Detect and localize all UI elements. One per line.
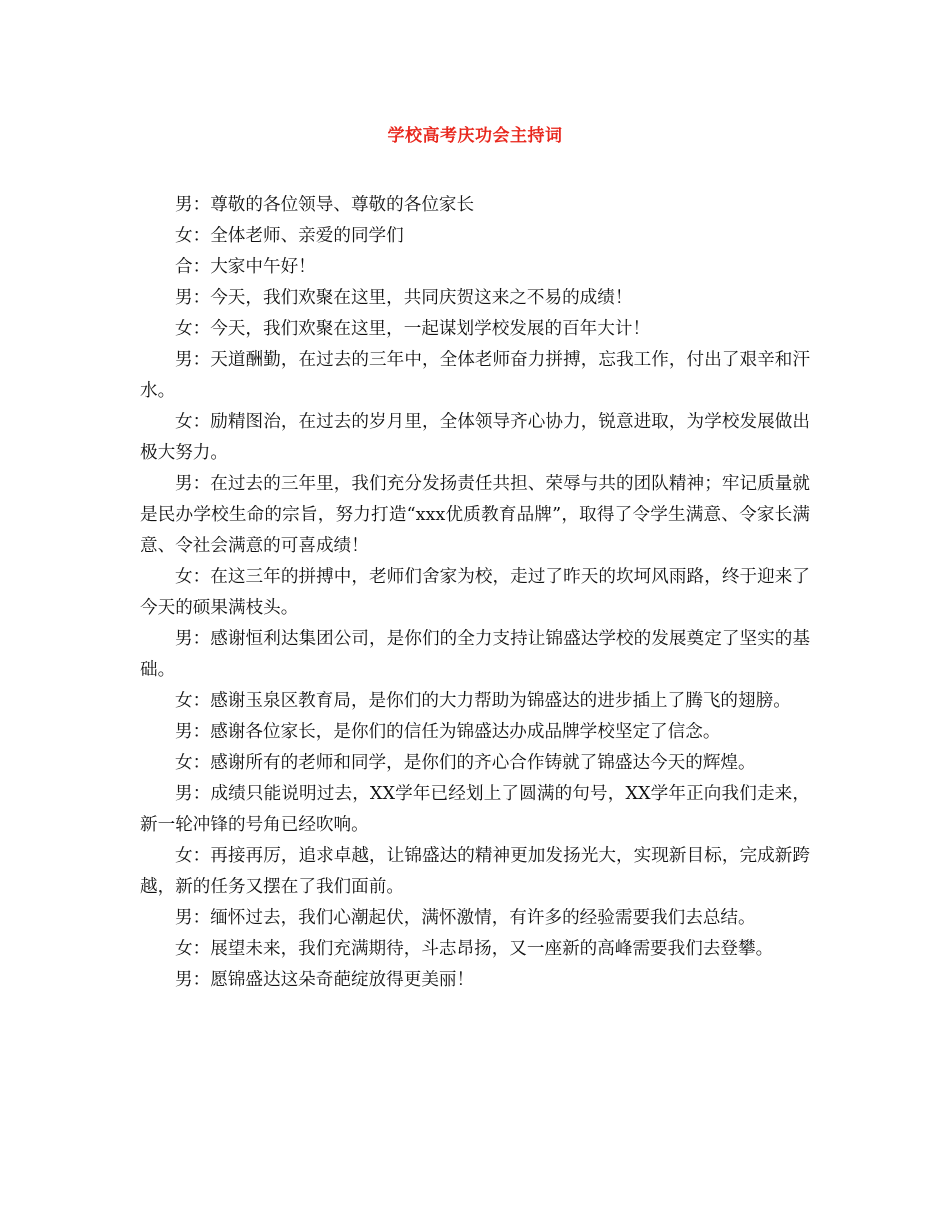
paragraph: 女：全体老师、亲爱的同学们 [175, 226, 404, 246]
paragraph: 女：励精图治，在过去的岁月里，全体领导齐心协力，锐意进取，为学校发展做出极大努力。 [140, 412, 810, 463]
paragraph: 男：天道酬勤，在过去的三年中，全体老师奋力拼搏，忘我工作，付出了艰辛和汗水。 [140, 350, 810, 401]
paragraph: 男：感谢各位家长，是你们的信任为锦盛达办成品牌学校坚定了信念。 [175, 722, 721, 742]
paragraph: 男：尊敬的各位领导、尊敬的各位家长 [175, 195, 475, 215]
paragraph: 女：今天，我们欢聚在这里，一起谋划学校发展的百年大计！ [175, 319, 651, 339]
document-title: 学校高考庆功会主持词 [387, 126, 563, 146]
paragraph: 男：缅怀过去，我们心潮起伏，满怀激情，有许多的经验需要我们去总结。 [175, 908, 756, 928]
document-body [140, 190, 810, 996]
paragraph: 男：感谢恒利达集团公司，是你们的全力支持让锦盛达学校的发展奠定了坚实的基础。 [140, 629, 810, 680]
paragraph: 女：感谢所有的老师和同学，是你们的齐心合作铸就了锦盛达今天的辉煌。 [175, 753, 756, 773]
paragraph: 男：愿锦盛达这朵奇葩绽放得更美丽！ [175, 970, 475, 990]
paragraph: 女：展望未来，我们充满期待，斗志昂扬，又一座新的高峰需要我们去登攀。 [175, 939, 774, 959]
paragraph: 女：感谢玉泉区教育局，是你们的大力帮助为锦盛达的进步插上了腾飞的翅膀。 [175, 691, 791, 711]
paragraph: 合：大家中午好！ [175, 257, 316, 277]
paragraph: 男：成绩只能说明过去，XX学年已经划上了圆满的句号，XX学年正向我们走来，新一轮冲锋的号角已经吹响。 [140, 784, 810, 835]
paragraph: 男：在过去的三年里，我们充分发扬责任共担、荣辱与共的团队精神；牢记质量就是民办学校生命的宗旨，努力打造“xxx优质教育品牌”，取得了令学生满意、令家长满意、令社会满意的可喜成绩！ [140, 474, 810, 556]
paragraph: 女：再接再厉，追求卓越，让锦盛达的精神更加发扬光大，实现新目标，完成新跨越，新的任务又摆在了我们面前。 [140, 846, 810, 897]
paragraph: 男：今天，我们欢聚在这里，共同庆贺这来之不易的成绩！ [175, 288, 633, 308]
paragraph: 女：在这三年的拼搏中，老师们舍家为校，走过了昨天的坎坷风雨路，终于迎来了今天的硕果满枝头。 [140, 567, 810, 618]
